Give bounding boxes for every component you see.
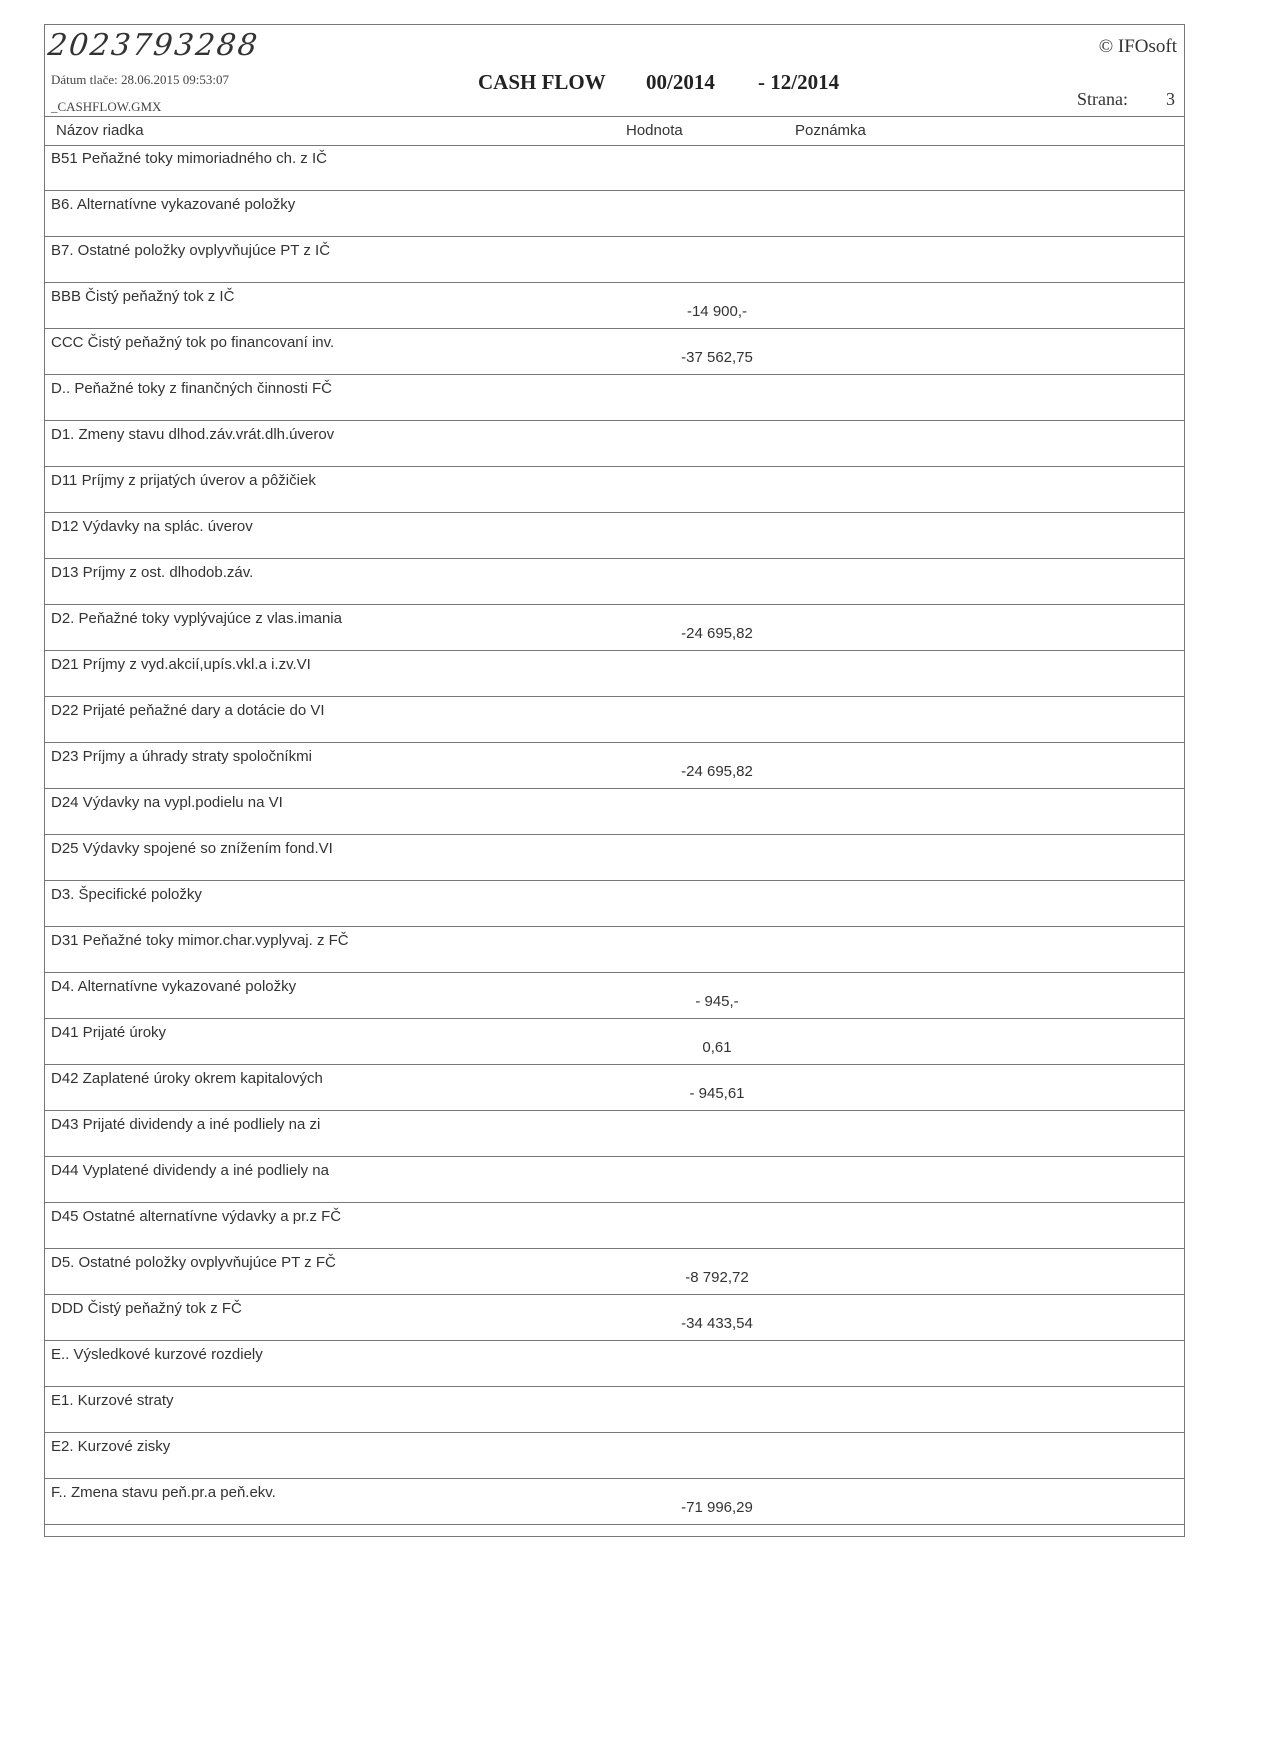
row-name: D21 Príjmy z vyd.akcií,upís.vkl.a i.zv.VI (51, 656, 311, 673)
table-row (45, 927, 1184, 973)
table-row (45, 1295, 1184, 1341)
row-name: D23 Príjmy a úhrady straty spoločníkmi (51, 748, 312, 765)
period-to: - 12/2014 (758, 70, 840, 94)
row-name: B7. Ostatné položky ovplyvňujúce PT z IČ (51, 242, 331, 259)
table-row (45, 605, 1184, 651)
table-header (45, 116, 1184, 146)
frame-right-line (1184, 24, 1185, 1536)
row-value: - 945,61 (689, 1085, 745, 1102)
row-name: E.. Výsledkové kurzové rozdiely (51, 1346, 263, 1363)
row-name: BBB Čistý peňažný tok z IČ (51, 288, 235, 305)
table-row (45, 1249, 1184, 1295)
table-row (45, 513, 1184, 559)
row-value: -24 695,82 (681, 763, 753, 780)
column-header-note: Poznámka (795, 122, 866, 139)
table-row (45, 237, 1184, 283)
row-name: D31 Peňažné toky mimor.char.vyplyvaj. z FČ (51, 932, 349, 949)
print-date: Dátum tlače: 28.06.2015 09:53:07 (51, 72, 230, 87)
row-name: D13 Príjmy z ost. dlhodob.záv. (51, 564, 254, 581)
table-body (45, 145, 1184, 1525)
table-row (45, 743, 1184, 789)
page-label: Strana: (1077, 89, 1128, 109)
file-name: _CASHFLOW.GMX (51, 99, 162, 114)
table-row (45, 421, 1184, 467)
table-row (45, 1157, 1184, 1203)
row-name: DDD Čistý peňažný tok z FČ (51, 1300, 242, 1317)
table-row (45, 1387, 1184, 1433)
table-row (45, 559, 1184, 605)
row-name: D5. Ostatné položky ovplyvňujúce PT z FČ (51, 1254, 336, 1271)
row-value: -14 900,- (686, 303, 748, 320)
row-name: D3. Špecifické položky (51, 886, 202, 903)
row-name: B6. Alternatívne vykazované položky (51, 196, 296, 213)
row-value: -24 695,82 (681, 625, 753, 642)
row-value: -71 996,29 (681, 1499, 753, 1516)
row-name: D45 Ostatné alternatívne výdavky a pr.z FČ (51, 1208, 342, 1225)
row-value: -34 433,54 (681, 1315, 753, 1332)
column-header-name: Názov riadka (56, 122, 144, 139)
row-name: D2. Peňažné toky vyplývajúce z vlas.imania (51, 610, 342, 627)
row-name: E2. Kurzové zisky (51, 1438, 171, 1455)
copyright-text: © IFOsoft (1098, 36, 1177, 57)
table-row (45, 1203, 1184, 1249)
table-row (45, 835, 1184, 881)
table-row (45, 1065, 1184, 1111)
table-row (45, 697, 1184, 743)
table-row (45, 467, 1184, 513)
table-row (45, 881, 1184, 927)
table-row (45, 789, 1184, 835)
table-row (45, 1019, 1184, 1065)
frame-bottom-line (44, 1536, 1185, 1537)
table-row (45, 973, 1184, 1019)
table-row (45, 1341, 1184, 1387)
table-row (45, 651, 1184, 697)
handwritten-number: 2023793288 (46, 28, 261, 63)
page-number: 3 (1166, 89, 1175, 109)
row-name: D4. Alternatívne vykazované položky (51, 978, 297, 995)
column-header-value: Hodnota (626, 122, 683, 139)
row-name: B51 Peňažné toky mimoriadného ch. z IČ (51, 150, 327, 167)
row-name: E1. Kurzové straty (51, 1392, 174, 1409)
table-row (45, 283, 1184, 329)
row-name: D.. Peňažné toky z finančných činnosti FČ (51, 380, 332, 397)
row-name: D24 Výdavky na vypl.podielu na VI (51, 794, 283, 811)
table-row (45, 1479, 1184, 1525)
row-name: F.. Zmena stavu peň.pr.a peň.ekv. (51, 1484, 276, 1501)
row-name: D42 Zaplatené úroky okrem kapitalových (51, 1070, 323, 1087)
table-row (45, 145, 1184, 191)
row-name: D43 Prijaté dividendy a iné podliely na zi (51, 1116, 321, 1133)
row-name: D44 Vyplatené dividendy a iné podliely na (51, 1162, 329, 1179)
row-name: D12 Výdavky na splác. úverov (51, 518, 253, 535)
report-title: CASH FLOW (478, 70, 606, 94)
row-value: -37 562,75 (681, 349, 753, 366)
row-name: D11 Príjmy z prijatých úverov a pôžičiek (51, 472, 316, 489)
table-row (45, 1433, 1184, 1479)
row-name: D25 Výdavky spojené so znížením fond.VI (51, 840, 333, 857)
row-name: D22 Prijaté peňažné dary a dotácie do VI (51, 702, 325, 719)
row-name: D41 Prijaté úroky (51, 1024, 167, 1041)
row-value: 0,61 (702, 1039, 732, 1056)
row-value: -8 792,72 (685, 1269, 749, 1286)
table-row (45, 191, 1184, 237)
row-name: CCC Čistý peňažný tok po financovaní inv. (51, 334, 335, 351)
row-name: D1. Zmeny stavu dlhod.záv.vrát.dlh.úverov (51, 426, 335, 443)
frame-top-line (44, 24, 1185, 25)
row-value: - 945,- (695, 993, 739, 1010)
table-row (45, 1111, 1184, 1157)
period-from: 00/2014 (646, 70, 715, 94)
table-row (45, 329, 1184, 375)
table-row (45, 375, 1184, 421)
